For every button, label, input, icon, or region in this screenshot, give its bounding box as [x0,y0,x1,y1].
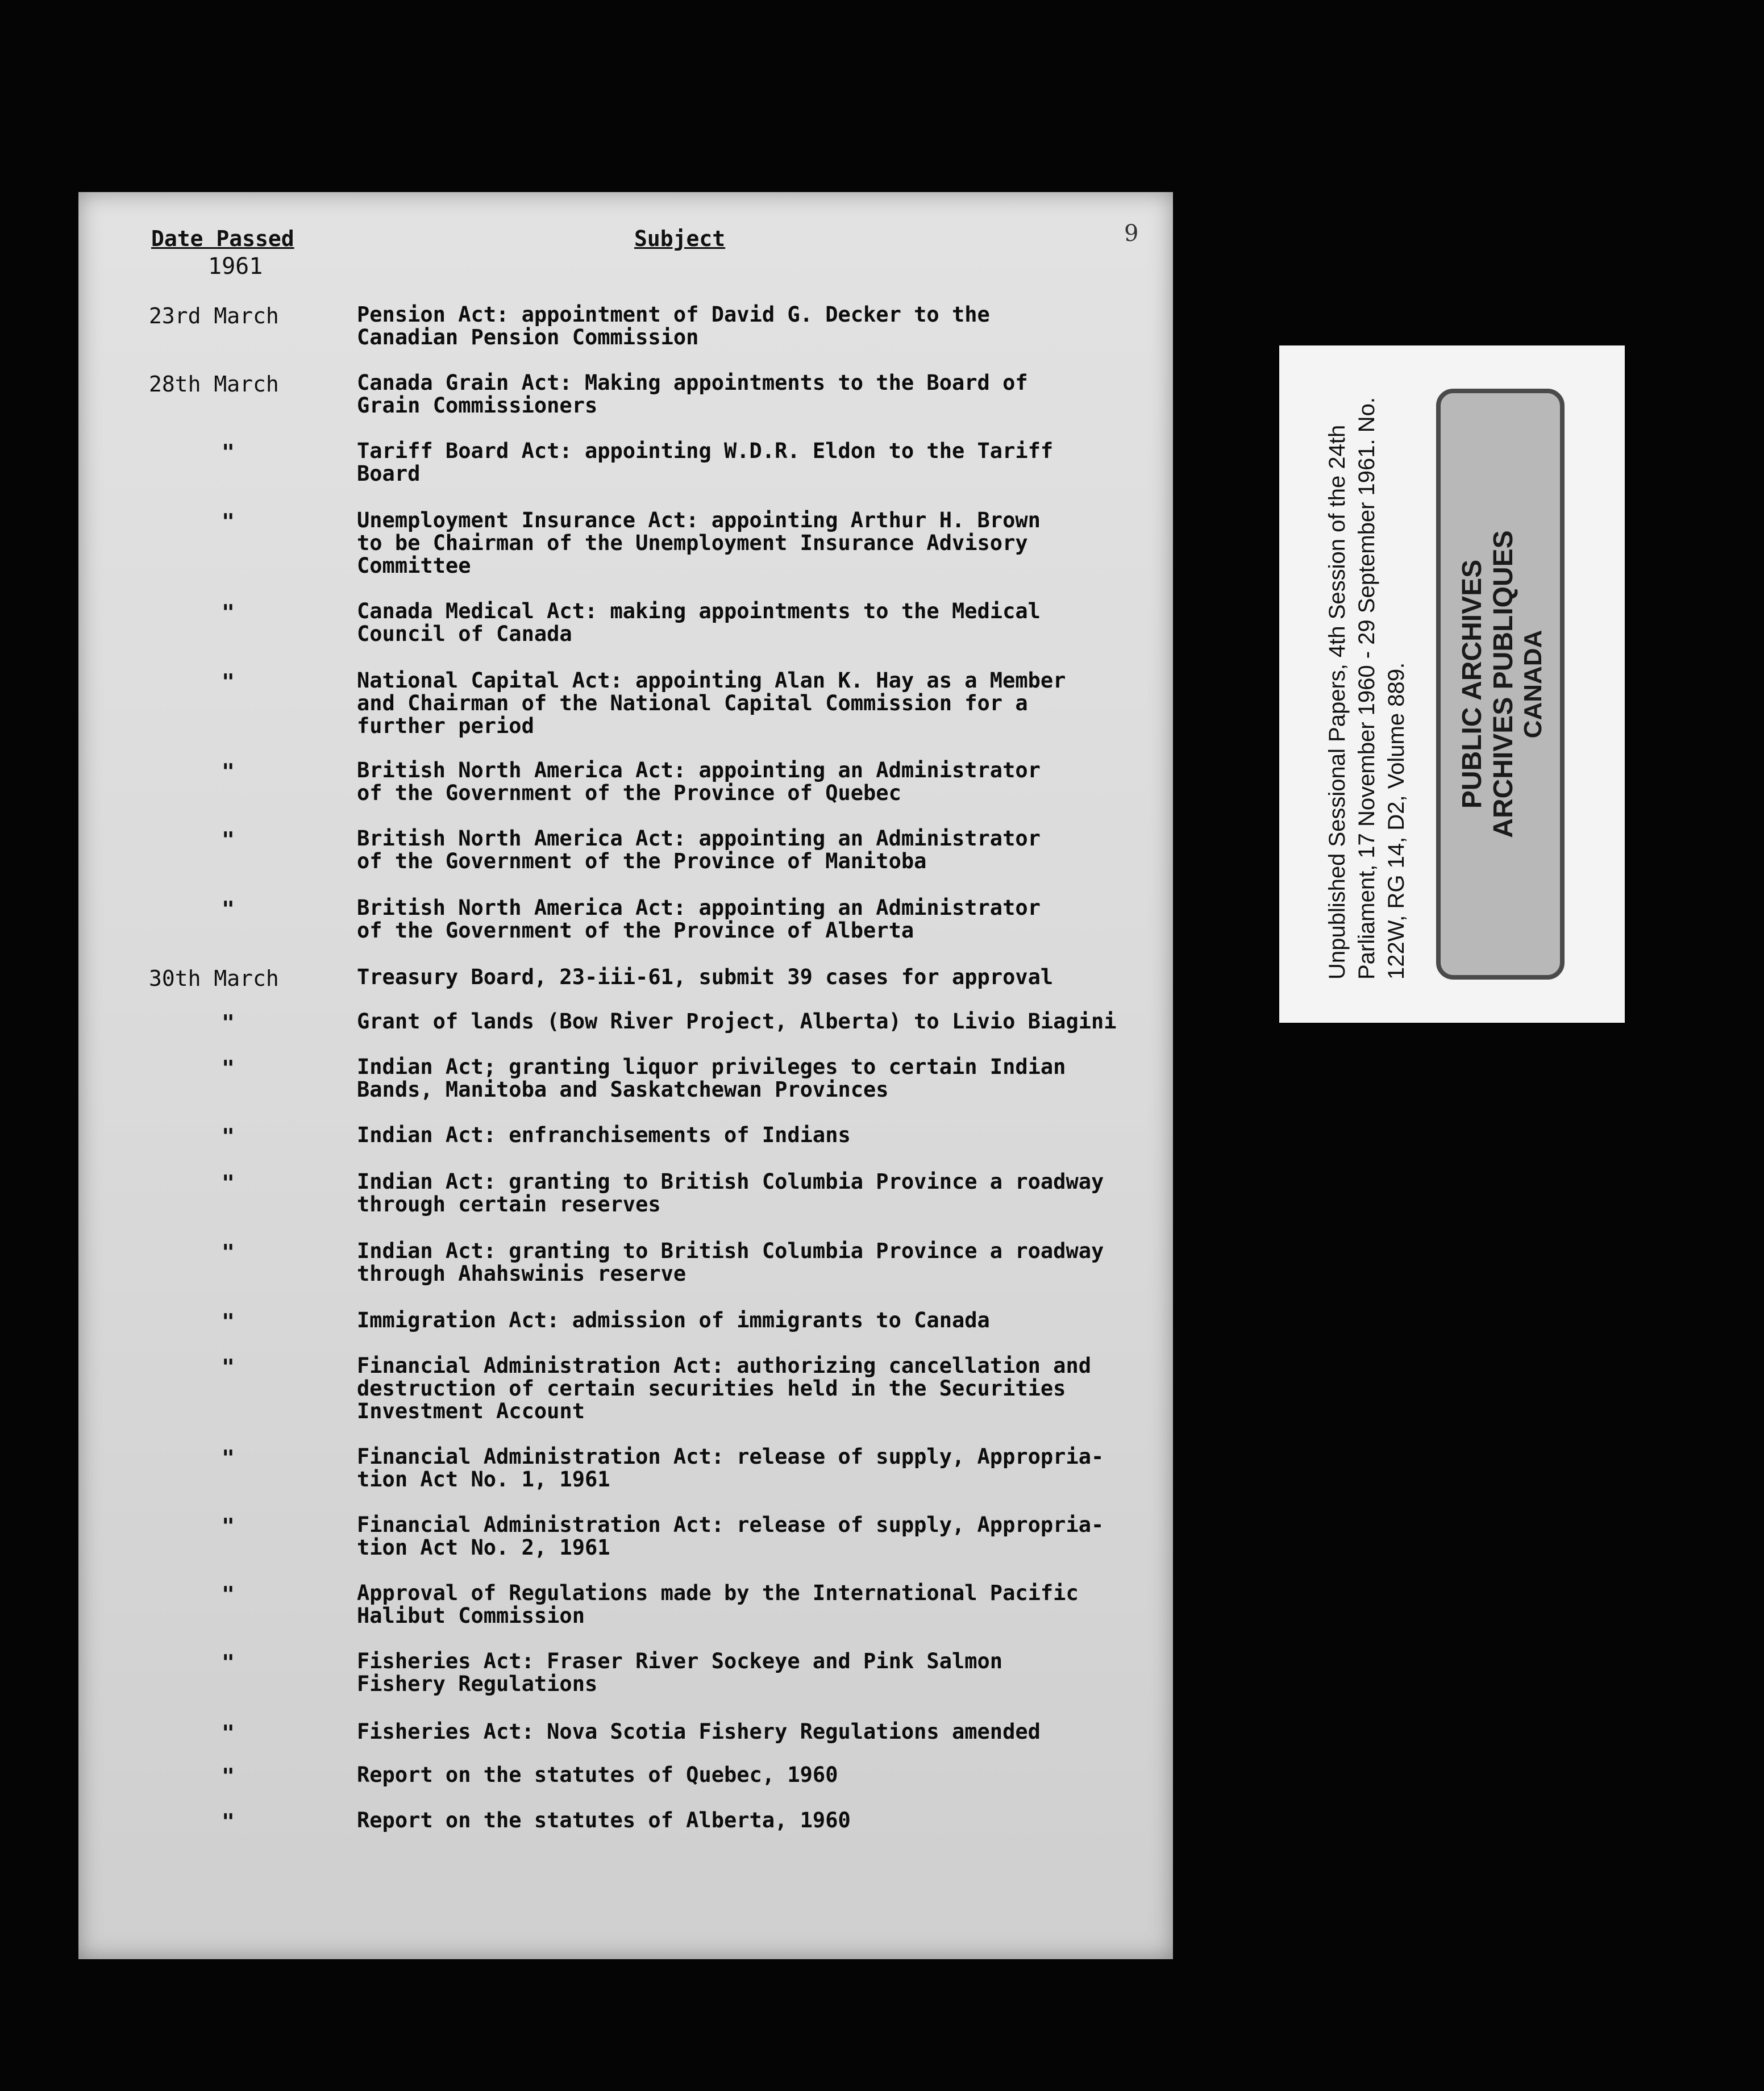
page-number: 9 [1124,220,1139,247]
entry-date: " [222,440,235,465]
entry-subject: British North America Act: appointing an Administrator of the Government of the Province of Manitoba [357,826,1041,873]
entry-date: " [222,1809,235,1834]
entry-subject: National Capital Act: appointing Alan K. Hay as a Member and Chairman of the National Capital Commission for a further period [357,668,1066,738]
entry-subject: Canada Medical Act: making appointments to the Medical Council of Canada [357,599,1041,646]
entry-date: " [222,1514,235,1539]
stamp-line-2: ARCHIVES PUBLIQUES [1488,530,1518,838]
entry-subject: British North America Act: appointing an Administrator of the Government of the Province of Alberta [357,895,1041,943]
stamp-line-1: PUBLIC ARCHIVES [1457,559,1487,809]
year-label: 1961 [208,253,263,280]
entry-date: " [222,759,235,784]
entry-date: " [222,1582,235,1607]
entry-date: " [222,1240,235,1265]
entry-date: " [222,1010,235,1035]
entry-subject: Approval of Regulations made by the International Pacific Halibut Commission [357,1581,1079,1628]
entry-date: " [222,1355,235,1380]
entry-subject: Fisheries Act: Fraser River Sockeye and Pink Salmon Fishery Regulations [357,1649,1003,1696]
entry-date: " [222,669,235,694]
archives-stamp [1436,389,1565,980]
entry-subject: Grant of lands (Bow River Project, Alberta) to Livio Biagini [357,1009,1117,1034]
entry-date: " [222,1764,235,1789]
entry-date: " [222,1124,235,1149]
entry-subject: Indian Act; granting liquor privileges to certain Indian Bands, Manitoba and Saskatchewan Provinces [357,1055,1066,1102]
entry-date: " [222,1056,235,1081]
entry-subject: Canada Grain Act: Making appointments to the Board of Grain Commissioners [357,370,1028,418]
entry-date: " [222,1309,235,1334]
entry-subject: Financial Administration Act: release of supply, Appropria- tion Act No. 2, 1961 [357,1513,1104,1560]
entry-date: " [222,600,235,625]
entry-date: " [222,509,235,534]
entry-subject: Financial Administration Act: authorizing cancellation and destruction of certain securities held in the Securities Investment Account [357,1353,1092,1423]
entry-subject: Report on the statutes of Quebec, 1960 [357,1763,838,1787]
entry-subject: Indian Act: granting to British Columbia Province a roadway through Ahahswinis reserve [357,1239,1104,1286]
entry-date: 28th March [149,372,279,397]
entry-date: 23rd March [149,303,279,328]
entry-subject: Financial Administration Act: release of supply, Appropria- tion Act No. 1, 1961 [357,1444,1104,1492]
entry-subject: Pension Act: appointment of David G. Decker to the Canadian Pension Commission [357,302,990,349]
archive-citation: Unpublished Sessional Papers, 4th Session of the 24th Parliament, 17 November 1960 - 29 September 1961. No. 122W, RG 14, D2, Volume 889. [1325,397,1409,980]
entry-subject: Indian Act: enfranchisements of Indians [357,1123,851,1147]
document-page [78,192,1173,1959]
entry-date: 30th March [149,966,279,991]
column-header-date: Date Passed [151,226,294,251]
entry-date: " [222,1721,235,1746]
entry-date: " [222,827,235,852]
entry-date: " [222,897,235,922]
entry-subject: Unemployment Insurance Act: appointing Arthur H. Brown to be Chairman of the Unemployment Insurance Advisory Committee [357,508,1041,578]
entry-subject: Report on the statutes of Alberta, 1960 [357,1808,851,1832]
archive-label-card [1279,345,1625,1023]
entry-date: " [222,1650,235,1675]
archive-label-content [1293,366,1611,1002]
entry-subject: Treasury Board, 23-iii-61, submit 39 cases for approval [357,965,1054,989]
column-header-subject: Subject [634,226,726,251]
entry-date: " [222,1446,235,1471]
entry-subject: Indian Act: granting to British Columbia Province a roadway through certain reserves [357,1169,1104,1217]
stamp-line-3: CANADA [1519,630,1547,739]
entry-subject: Fisheries Act: Nova Scotia Fishery Regulations amended [357,1719,1041,1744]
entry-subject: Immigration Act: admission of immigrants to Canada [357,1308,990,1332]
entry-subject: British North America Act: appointing an Administrator of the Government of the Province of Quebec [357,758,1041,805]
entry-subject: Tariff Board Act: appointing W.D.R. Eldon to the Tariff Board [357,439,1054,486]
entry-date: " [222,1171,235,1196]
